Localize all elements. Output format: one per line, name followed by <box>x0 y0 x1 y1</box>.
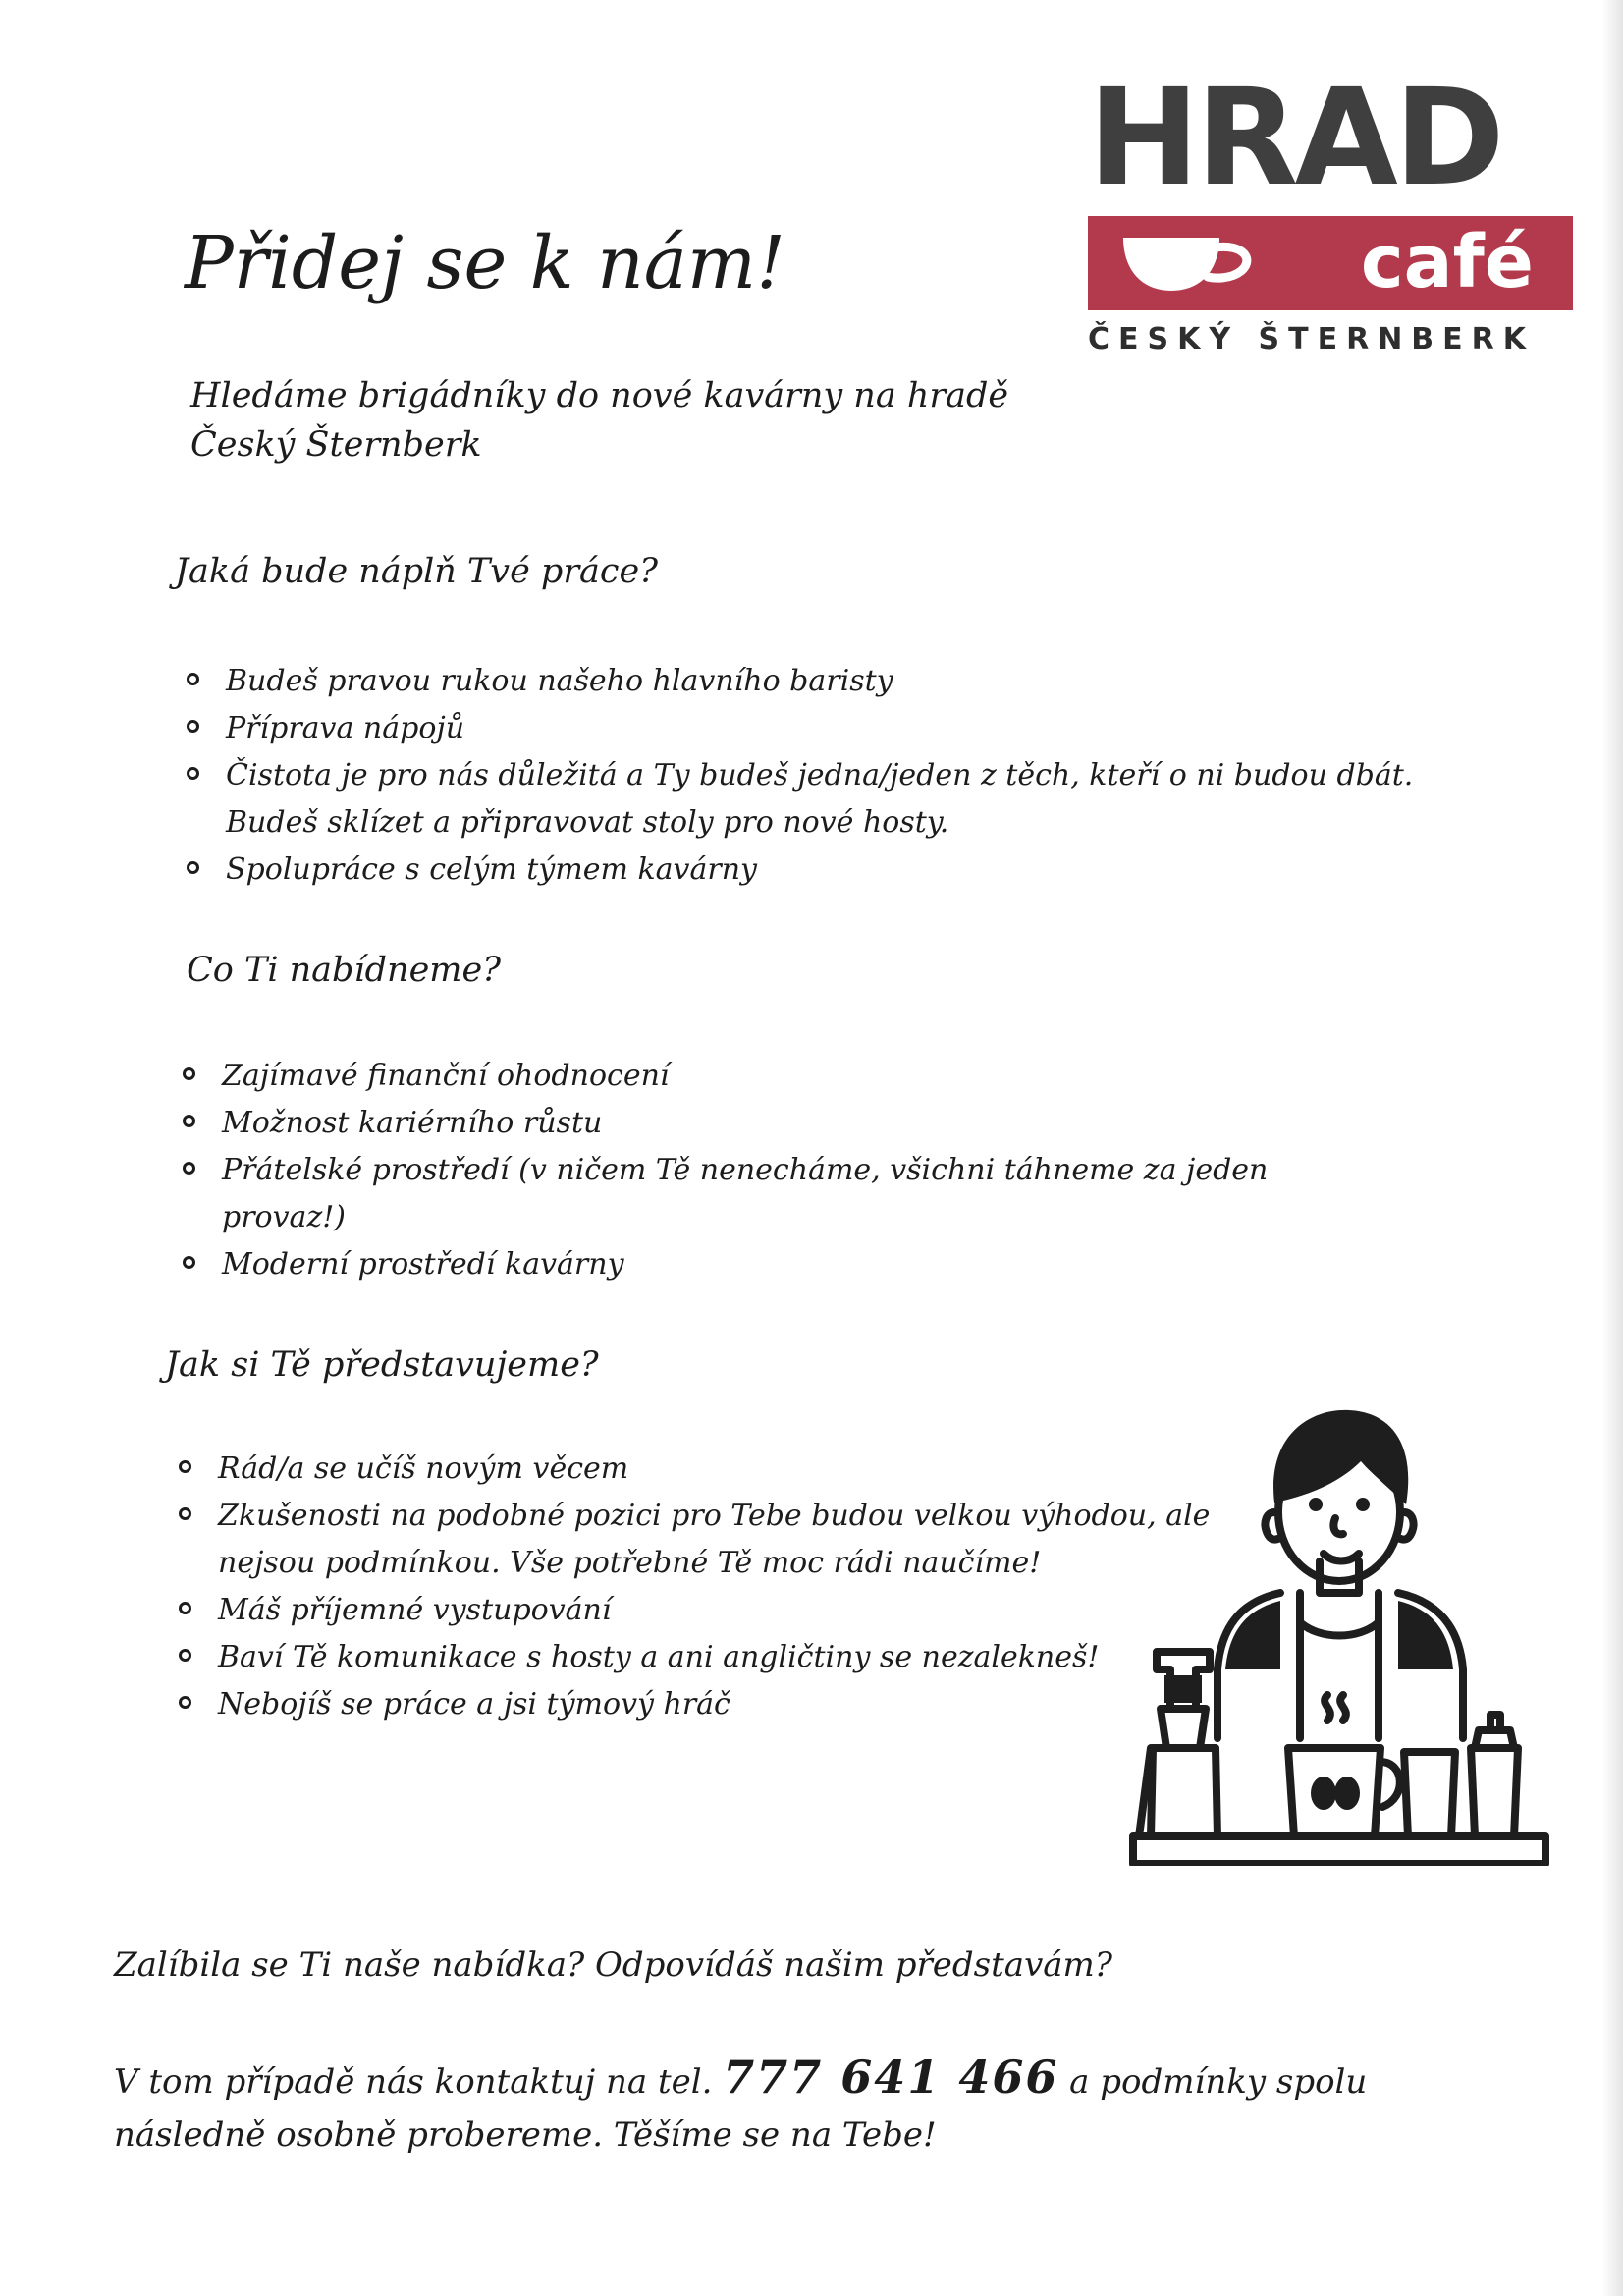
contact-prefix: V tom případě nás kontaktuj na tel. <box>114 2062 713 2102</box>
phone-number: 777 641 466 <box>723 2050 1059 2104</box>
list-item-text: Čistota je pro nás důležitá a Ty budeš jedna/jeden z těch, kteří o ni budou dbát. Budeš sklízet a připravovat stoly pro nové hosty. <box>226 758 1414 840</box>
list-item <box>187 658 1424 705</box>
offer-list <box>183 1053 1351 1288</box>
bullet-icon <box>179 1460 191 1473</box>
logo-cafe-bar <box>1088 216 1573 310</box>
list-item <box>179 1587 1219 1634</box>
section-heading-profile: Jak si Tě představujeme? <box>165 1345 599 1385</box>
list-item-text: Rád/a se učíš novým věcem <box>218 1451 629 1486</box>
closing-question: Zalíbila se Ti naše nabídka? Odpovídáš našim představám? <box>114 1945 1113 1985</box>
bullet-icon <box>179 1602 191 1614</box>
list-item-text: Budeš pravou rukou našeho hlavního baristy <box>226 664 893 698</box>
list-item-text: Moderní prostředí kavárny <box>222 1247 624 1282</box>
bullet-icon <box>183 1067 195 1080</box>
bullet-icon <box>187 720 199 733</box>
list-item <box>183 1241 1351 1288</box>
list-item-text: Možnost kariérního růstu <box>222 1106 603 1140</box>
list-item-text: Přátelské prostředí (v ničem Tě nenecháme, všichni táhneme za jeden provaz!) <box>222 1153 1269 1234</box>
barista-icon <box>1127 1375 1551 1866</box>
list-item-text: Baví Tě komunikace s hosty a ani angličtiny se nezalekneš! <box>218 1640 1100 1674</box>
section-heading-duties: Jaká bude náplň Tvé práce? <box>175 552 658 591</box>
list-item <box>183 1147 1351 1241</box>
list-item-text: Máš příjemné vystupování <box>218 1593 612 1627</box>
list-item <box>183 1100 1351 1147</box>
bullet-icon <box>179 1507 191 1520</box>
bullet-icon <box>179 1696 191 1709</box>
profile-list <box>179 1446 1219 1728</box>
hrad-cafe-logo <box>1088 61 1573 371</box>
coffee-cup-icon <box>1117 230 1265 299</box>
contact-suffix: a podmínky spolu následně osobně probereme. Těšíme se na Tebe! <box>114 2062 1368 2155</box>
logo-cafe-text: café <box>1360 220 1534 304</box>
list-item <box>187 847 1424 894</box>
page-edge-shadow <box>1601 0 1623 2296</box>
logo-location-text: ČESKÝ ŠTERNBERK <box>1088 322 1536 356</box>
list-item-text: Příprava nápojů <box>226 711 465 745</box>
list-item-text: Nebojíš se práce a jsi týmový hráč <box>218 1687 730 1722</box>
intro-text: Hledáme brigádníky do nové kavárny na hradě Český Šternberk <box>190 376 1009 465</box>
list-item-text: Zkušenosti na podobné pozici pro Tebe budou velkou výhodou, ale nejsou podmínkou. Vše potřebné Tě moc rádi naučíme! <box>218 1499 1211 1580</box>
section-heading-offer: Co Ti nabídneme? <box>187 951 501 990</box>
duties-list <box>187 658 1424 894</box>
bullet-icon <box>187 673 199 685</box>
bullet-icon <box>183 1162 195 1175</box>
bullet-icon <box>183 1256 195 1269</box>
list-item <box>179 1634 1219 1681</box>
list-item <box>187 752 1424 847</box>
list-item <box>183 1053 1351 1100</box>
logo-hrad-text: HRAD <box>1088 61 1501 216</box>
contact-paragraph <box>114 2050 1469 2161</box>
list-item <box>179 1493 1219 1587</box>
list-item <box>187 705 1424 752</box>
list-item-text: Zajímavé finanční ohodnocení <box>222 1059 670 1093</box>
list-item <box>179 1681 1219 1728</box>
bullet-icon <box>187 861 199 874</box>
page-title: Přidej se k nám! <box>185 221 785 305</box>
list-item <box>179 1446 1219 1493</box>
bullet-icon <box>187 767 199 780</box>
bullet-icon <box>179 1649 191 1662</box>
bullet-icon <box>183 1115 195 1127</box>
list-item-text: Spolupráce s celým týmem kavárny <box>226 852 757 887</box>
